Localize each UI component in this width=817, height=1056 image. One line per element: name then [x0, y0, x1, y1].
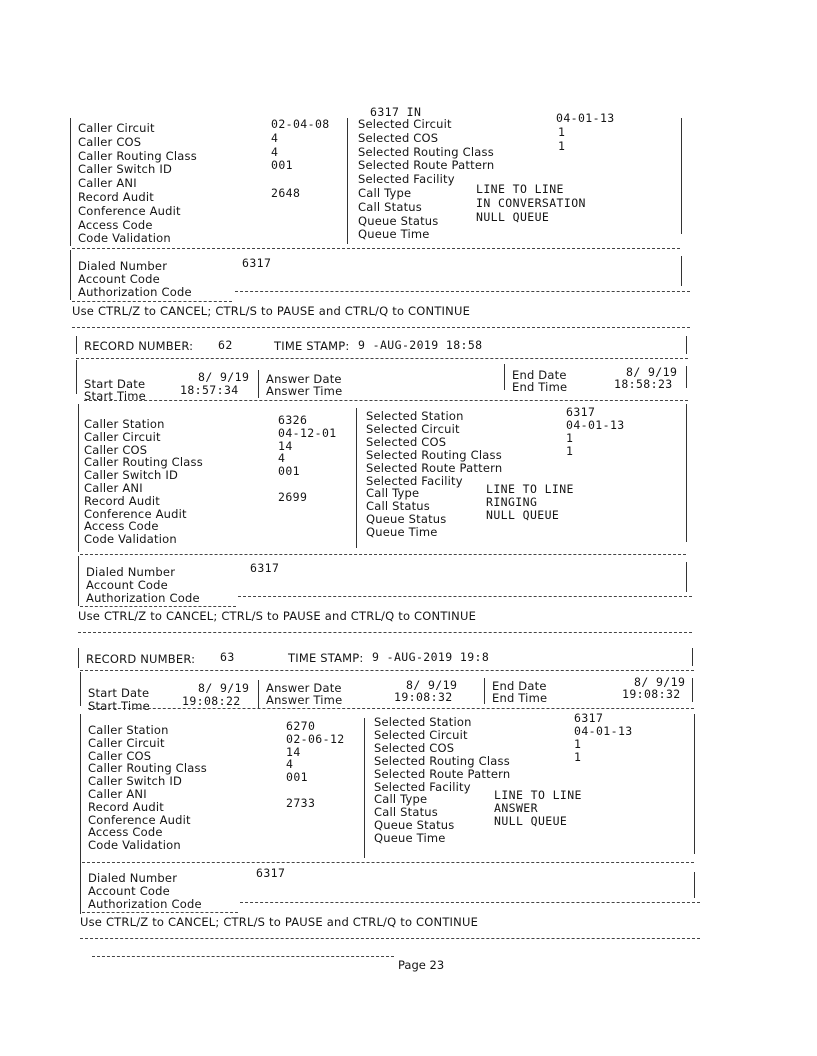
- page-number: Page 23: [398, 958, 445, 972]
- left-item: Caller Routing Class: [84, 455, 203, 470]
- rightv-item: 1: [558, 139, 566, 153]
- left-item: Caller Routing Class: [88, 761, 207, 776]
- answer-time-value: 19:08:32: [394, 690, 453, 704]
- end-time-label: End Time: [492, 691, 548, 705]
- leftv-item: 2648: [271, 186, 301, 200]
- block3-dates-dashed: [88, 708, 694, 709]
- block2-lower-left-border: [78, 556, 79, 606]
- record-number-label: RECORD NUMBER:: [86, 652, 196, 666]
- account-code-label: Account Code: [78, 272, 160, 286]
- left-item: Caller Switch ID: [88, 774, 183, 789]
- authorization-code-label: Authorization Code: [88, 897, 202, 911]
- left-item: Caller COS: [88, 748, 152, 763]
- time-stamp-label: TIME STAMP:: [288, 651, 364, 665]
- right-item: Selected Routing Class: [358, 144, 494, 159]
- block3-end-divider: [484, 678, 485, 704]
- rightv-item: 04-01-13: [574, 723, 633, 738]
- end-time-value: 19:08:32: [622, 687, 681, 701]
- right-item: Selected Route Pattern: [366, 460, 503, 475]
- block3-dates-right-border: [692, 678, 693, 702]
- block2-answer-left-divider: [258, 370, 259, 398]
- dialed-number-value: 6317: [250, 561, 280, 575]
- right-item: Queue Time: [358, 227, 430, 242]
- account-code-label: Account Code: [86, 578, 168, 592]
- block1-bottom-dashed: [72, 301, 232, 302]
- start-time-value: 19:08:22: [182, 694, 241, 708]
- left-item: Conference Audit: [88, 812, 191, 827]
- dialed-number-value: 6317: [256, 866, 286, 880]
- answer-date-label: Answer Date: [266, 681, 342, 695]
- left-item: Caller Routing Class: [78, 148, 197, 163]
- rightv-item: 1: [558, 125, 566, 139]
- block3-header-right-border: [692, 648, 693, 666]
- block3-right-border: [694, 714, 695, 854]
- rightv-item: 04-01-13: [566, 417, 625, 432]
- authorization-code-label: Authorization Code: [78, 285, 192, 299]
- block3-divider: [364, 718, 365, 858]
- block3-bottom-dashed: [82, 912, 238, 913]
- block2-end-dashed: [78, 632, 692, 633]
- end-time-label: End Time: [512, 380, 568, 394]
- rightv-item: 6317: [574, 711, 604, 725]
- leftv-item: 4: [271, 144, 279, 159]
- left-item: Code Validation: [88, 838, 181, 853]
- block1-auth-dashed: [235, 291, 690, 292]
- block3-lower-right-border: [694, 872, 695, 898]
- block2-header-left-border: [76, 336, 77, 354]
- right-item: Queue Status: [358, 213, 439, 228]
- right-item: Selected Circuit: [374, 727, 468, 742]
- time-stamp-label: TIME STAMP:: [274, 339, 350, 353]
- left-item: Caller ANI: [88, 787, 147, 801]
- dialed-number-value: 6317: [242, 256, 272, 270]
- cancel-instruction: Use CTRL/Z to CANCEL; CTRL/S to PAUSE and CTRL/Q to CONTINUE: [80, 915, 479, 929]
- right-item: Call Status: [374, 805, 438, 820]
- left-item: Code Validation: [84, 532, 177, 547]
- rightv-item: 1: [574, 736, 582, 751]
- rightv-item: NULL QUEUE: [486, 508, 560, 523]
- start-time-label: Start Time: [84, 389, 146, 403]
- start-date-value: 8/ 9/19: [198, 370, 250, 384]
- leftv-item: 4: [278, 451, 286, 466]
- block2-dates-right-border: [686, 366, 687, 388]
- left-item: Record Audit: [78, 190, 154, 204]
- rightv-item: NULL QUEUE: [494, 814, 568, 829]
- left-item: Caller COS: [78, 134, 142, 149]
- answer-date-value: 8/ 9/19: [406, 678, 458, 692]
- rightv-item: 6317: [566, 405, 596, 419]
- account-code-label: Account Code: [88, 884, 170, 898]
- left-item: Access Code: [84, 519, 159, 534]
- block2-auth-dashed: [238, 596, 692, 597]
- end-date-value: 8/ 9/19: [634, 675, 686, 689]
- answer-time-label: Answer Time: [266, 693, 343, 707]
- record-number-label: RECORD NUMBER:: [84, 339, 194, 353]
- right-item: Selected Facility: [366, 473, 463, 488]
- leftv-item: 6270: [286, 719, 316, 733]
- left-item: Caller ANI: [84, 481, 143, 495]
- end-date-label: End Date: [492, 679, 547, 693]
- block2-header-dashed: [76, 358, 688, 359]
- leftv-item: 04-12-01: [278, 425, 337, 440]
- rightv-item: 1: [566, 443, 574, 458]
- leftv-item: 14: [286, 744, 301, 759]
- right-item: Selected Facility: [374, 779, 471, 794]
- left-item: Caller Switch ID: [84, 468, 179, 483]
- block3-end-dashed: [80, 938, 700, 939]
- block3-lower-left-border: [80, 864, 81, 914]
- block2-lower-right-border: [686, 562, 687, 592]
- rightv-item: LINE TO LINE: [476, 182, 564, 196]
- right-item: Selected Station: [374, 715, 472, 729]
- block3-answer-left-divider: [258, 680, 259, 708]
- right-item: Call Type: [366, 486, 420, 501]
- end-date-value: 8/ 9/19: [626, 365, 678, 379]
- right-item: Selected Routing Class: [366, 447, 502, 462]
- time-stamp-value: 9 -AUG-2019 18:58: [358, 338, 483, 352]
- time-stamp-value: 9 -AUG-2019 19:8: [372, 650, 490, 664]
- end-date-label: End Date: [512, 368, 567, 382]
- page-footer-dashed: [92, 956, 394, 957]
- block1-divider: [347, 118, 348, 244]
- block1-end-dashed: [72, 327, 690, 328]
- rightv-item: ANSWER: [494, 801, 538, 816]
- rightv-item: RINGING: [486, 495, 538, 510]
- leftv-item: 14: [278, 438, 293, 453]
- left-item: Caller Circuit: [88, 735, 165, 750]
- leftv-item: 02-04-08: [271, 117, 330, 131]
- right-item: Selected COS: [374, 740, 455, 755]
- leftv-item: 2699: [278, 489, 308, 504]
- leftv-item: 001: [278, 464, 300, 479]
- start-date-label: Start Date: [84, 377, 146, 391]
- right-item: Call Type: [374, 792, 428, 807]
- right-item: Queue Time: [366, 525, 438, 540]
- right-item: Call Type: [358, 186, 412, 200]
- right-item: Call Status: [366, 499, 430, 514]
- left-item: Caller ANI: [78, 176, 137, 191]
- left-item: Caller Switch ID: [78, 162, 173, 177]
- right-item: Queue Status: [366, 512, 447, 527]
- right-item: Selected Circuit: [358, 117, 452, 131]
- rightv-item: NULL QUEUE: [476, 209, 550, 224]
- block3-dates-left-border: [80, 672, 81, 706]
- start-date-label: Start Date: [88, 686, 150, 700]
- rightv-item: LINE TO LINE: [486, 482, 574, 497]
- block2-divider: [356, 408, 357, 548]
- right-item: Selected Circuit: [366, 421, 460, 436]
- leftv-item: 001: [286, 770, 308, 785]
- left-item: Access Code: [88, 825, 163, 840]
- block2-left-border: [78, 404, 79, 552]
- left-item: Record Audit: [84, 493, 160, 508]
- right-item: Selected Routing Class: [374, 753, 510, 768]
- block3-lower-dashed: [82, 862, 694, 863]
- block2-header-right-border: [686, 336, 687, 354]
- left-item: Caller COS: [84, 442, 148, 457]
- leftv-item: 001: [271, 158, 293, 173]
- right-item: Selected Route Pattern: [358, 158, 495, 173]
- right-item: Call Status: [358, 199, 422, 214]
- rightv-item: 1: [566, 430, 574, 445]
- left-item: Code Validation: [78, 231, 171, 246]
- answer-time-label: Answer Time: [266, 384, 343, 398]
- rightv-item: IN CONVERSATION: [476, 195, 586, 210]
- left-item: Record Audit: [88, 799, 164, 814]
- rightv-item: 1: [574, 749, 582, 764]
- block3-auth-dashed: [240, 902, 700, 903]
- cancel-instruction: Use CTRL/Z to CANCEL; CTRL/S to PAUSE and CTRL/Q to CONTINUE: [72, 304, 471, 318]
- block1-lower-right-border: [681, 256, 682, 286]
- block2-end-divider: [504, 364, 505, 390]
- dialed-number-label: Dialed Number: [88, 871, 178, 885]
- start-time-value: 18:57:34: [180, 383, 239, 397]
- leftv-item: 4: [271, 130, 279, 145]
- left-item: Conference Audit: [84, 506, 187, 521]
- start-time-label: Start Time: [88, 699, 150, 713]
- rightv-item: LINE TO LINE: [494, 788, 582, 803]
- block1-divider-dashed: [72, 248, 680, 249]
- station-in-line: 6317 IN: [370, 105, 422, 119]
- block1-lower-left-border: [70, 250, 71, 300]
- block3-header-left-border: [78, 648, 79, 668]
- right-item: Selected COS: [358, 130, 439, 145]
- left-item: Caller Station: [84, 417, 165, 431]
- right-item: Selected Route Pattern: [374, 766, 511, 781]
- right-item: Selected COS: [366, 434, 447, 449]
- block2-lower-dashed: [80, 554, 686, 555]
- leftv-item: 6326: [278, 413, 308, 427]
- left-item: Conference Audit: [78, 203, 181, 218]
- right-item: Selected Station: [366, 409, 464, 423]
- left-item: Caller Circuit: [78, 121, 155, 135]
- start-date-value: 8/ 9/19: [198, 681, 250, 695]
- left-item: Caller Circuit: [84, 429, 161, 444]
- right-item: Queue Time: [374, 831, 446, 846]
- block2-dates-left-border: [76, 360, 77, 394]
- rightv-item: 04-01-13: [556, 111, 615, 125]
- authorization-code-label: Authorization Code: [86, 591, 200, 605]
- leftv-item: 4: [286, 757, 294, 772]
- leftv-item: 02-06-12: [286, 731, 345, 746]
- block2-bottom-dashed: [80, 606, 236, 607]
- block3-header-dashed: [80, 670, 694, 671]
- record-number-value: 63: [220, 650, 235, 664]
- block2-right-border: [686, 404, 687, 542]
- end-time-value: 18:58:23: [614, 377, 673, 391]
- answer-date-label: Answer Date: [266, 372, 342, 386]
- block1-right-border: [681, 118, 682, 234]
- right-item: Selected Facility: [358, 172, 455, 187]
- leftv-item: 2733: [286, 795, 316, 810]
- dialed-number-label: Dialed Number: [86, 565, 176, 579]
- block2-dates-dashed: [84, 400, 688, 401]
- right-item: Queue Status: [374, 818, 455, 833]
- dialed-number-label: Dialed Number: [78, 259, 168, 273]
- left-item: Caller Station: [88, 723, 169, 737]
- block3-left-border: [80, 714, 81, 864]
- left-item: Access Code: [78, 217, 153, 232]
- block1-left-border: [70, 118, 71, 246]
- cancel-instruction: Use CTRL/Z to CANCEL; CTRL/S to PAUSE and CTRL/Q to CONTINUE: [78, 609, 477, 623]
- record-number-value: 62: [218, 338, 233, 352]
